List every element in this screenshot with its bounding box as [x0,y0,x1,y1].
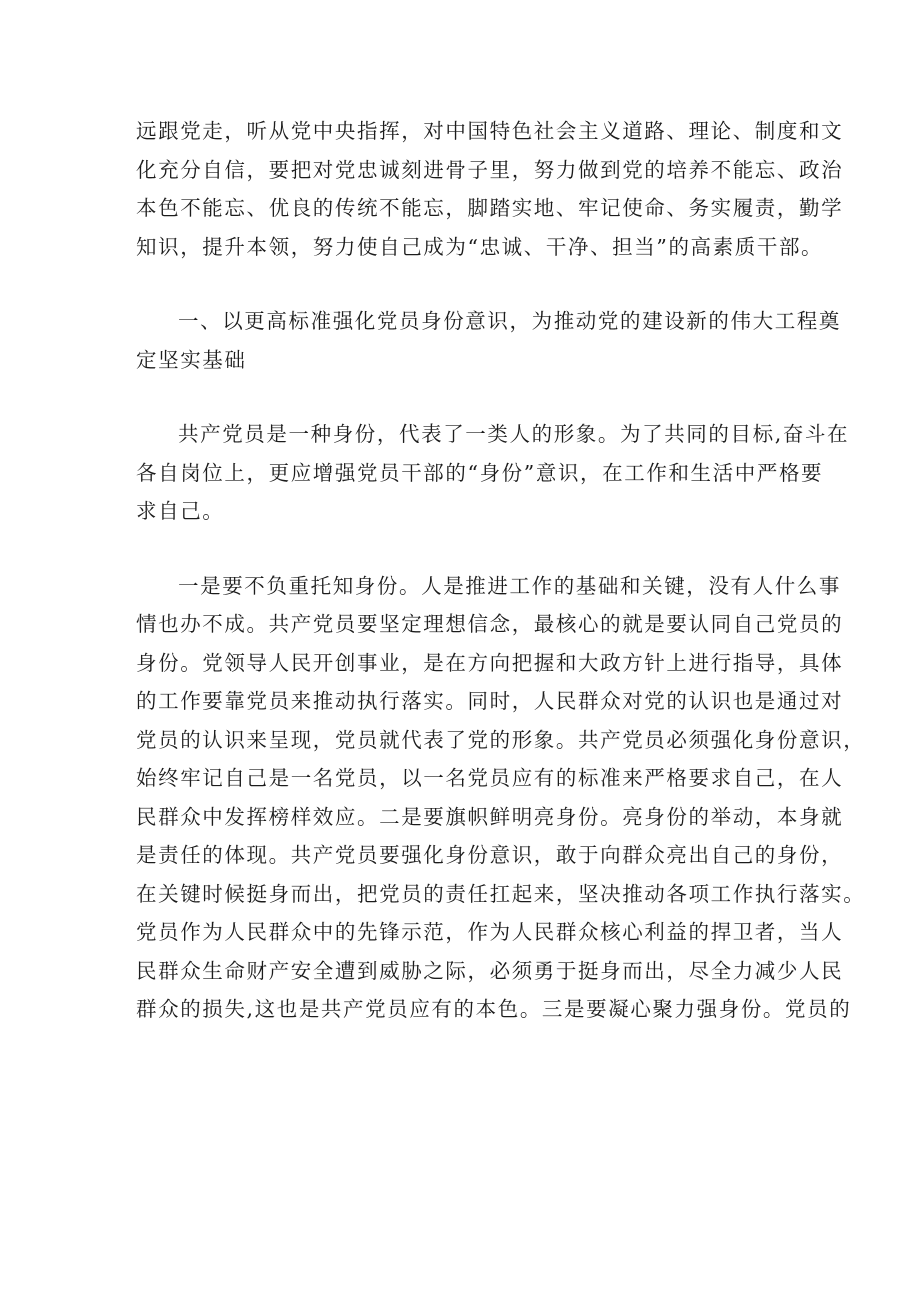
text-line: 情也办不成。共产党员要坚定理想信念，最核心的就是要认同自己党员的 [136,612,844,636]
paragraph-gap [136,379,794,415]
text-line: 是责任的体现。共产党员要强化身份意识，敢于向群众亮出自己的身份， [136,843,844,867]
text-line: 远跟党走，听从党中央指挥，对中国特色社会主义道路、理论、制度和文 [136,119,844,143]
paragraph-gap [136,531,794,567]
text-line: 民群众生命财产安全遭到威胁之际，必须勇于挺身而出，尽全力减少人民 [136,958,844,983]
text-line: 党员的认识来呈现，党员就代表了党的形象。共产党员必须强化身份意识， [136,727,866,752]
section-heading [136,302,841,379]
document-page [136,112,866,1029]
text-line: 在关键时候挺身而出，把党员的责任扛起来，坚决推动各项工作执行落实。 [136,881,866,906]
intro-paragraph [136,112,844,266]
text-line: 共产党员是一种身份，代表了一类人的形象。为了共同的目标,奋斗在 [178,422,850,446]
text-line: 身份。党领导人民开创事业，是在方向把握和大政方针上进行指导，具体 [136,650,844,675]
text-line: 的工作要靠党员来推动执行落实。同时，人民群众对党的认识也是通过对 [136,689,844,713]
text-line: 化充分自信，要把对党忠诚刻进骨子里，努力做到党的培养不能忘、政治 [136,157,844,182]
heading-line: 一、以更高标准强化党员身份意识，为推动党的建设新的伟大工程奠 [178,309,841,333]
body-paragraph [136,567,866,1029]
text-line: 群众的损失,这也是共产党员应有的本色。三是要凝心聚力强身份。党员的 [136,997,852,1021]
heading-line: 定坚实基础 [136,347,247,372]
text-line: 各自岗位上，更应增强党员干部的“身份”意识，在工作和生活中严格要 [136,460,824,485]
paragraph-gap [136,266,794,302]
text-line: 始终牢记自己是一名党员，以一名党员应有的标准来严格要求自己，在人 [136,766,844,790]
identity-paragraph [136,415,850,531]
text-line: 知识，提升本领，努力使自己成为“忠诚、干净、担当”的高素质干部。 [136,234,824,259]
text-line: 求自己。 [136,499,225,523]
text-line: 党员作为人民群众中的先锋示范，作为人民群众核心利益的捍卫者，当人 [136,920,844,944]
text-line: 民群众中发挥榜样效应。二是要旗帜鲜明亮身份。亮身份的举动，本身就 [136,804,844,829]
text-line: 本色不能忘、优良的传统不能忘，脚踏实地、牢记使命、务实履责，勤学 [136,196,844,220]
text-line: 一是要不负重托知身份。人是推进工作的基础和关键，没有人什么事 [178,573,841,598]
